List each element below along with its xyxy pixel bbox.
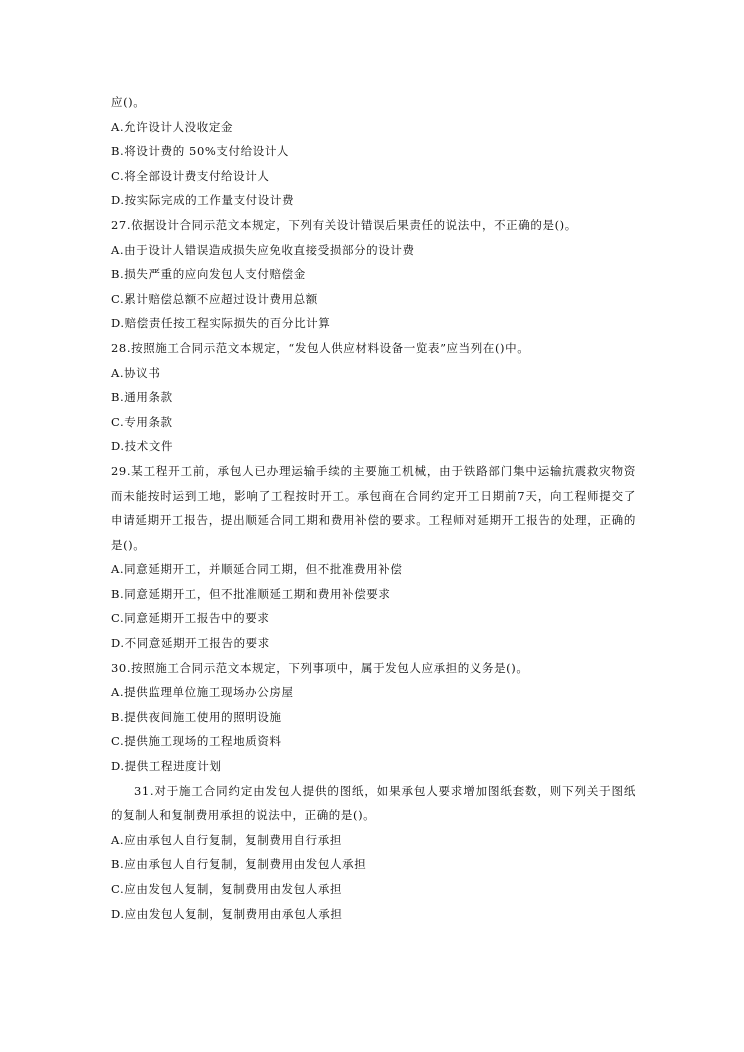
option-a: A.提供监理单位施工现场办公房屋 [111,685,294,700]
option-d: D.提供工程进度计划 [111,759,222,774]
option-d: D.技术文件 [111,439,174,454]
text-line: 应()。 [111,95,146,109]
option-d: D.赔偿责任按工程实际损失的百分比计算 [111,316,331,331]
option-d: D.不同意延期开工报告的要求 [111,636,270,651]
option-d: D.按实际完成的工作量支付设计费 [111,193,295,208]
option-b: B.提供夜间施工使用的照明设施 [111,709,282,724]
option-b: B.通用条款 [111,390,173,405]
question-31: 31.对于施工合同约定由发包人提供的图纸，如果承包人要求增加图纸套数，则下列关于图纸的复制人和复制费用承担的说法中，正确的是()。 [111,783,636,823]
question-29: 29.某工程开工前，承包人已办理运输手续的主要施工机械，由于铁路部门集中运输抗震救灾物资而未能按时运到工地，影响了工程按时开工。承包商在合同约定开工日期前7天，向工程师提交了申请延期开工报告，提出顺延合同工期和费用补偿的要求。工程师对延期开工报告的处理，正确的是()。 [111,463,636,552]
option-a: A.由于设计人错误造成损失应免收直接受损部分的设计费 [111,242,415,257]
option-d: D.应由发包人复制，复制费用由承包人承担 [111,906,343,921]
question-28: 28.按照施工合同示范文本规定，“发包人供应材料设备一览表”应当列在()中。 [111,340,530,355]
option-c: C.同意延期开工报告中的要求 [111,611,270,626]
option-c: C.累计赔偿总额不应超过设计费用总额 [111,291,318,306]
option-a: A.应由承包人自行复制，复制费用自行承担 [111,832,342,847]
option-c: C.应由发包人复制，复制费用由发包人承担 [111,882,343,896]
option-a: A.协议书 [111,365,161,380]
option-c: C.将全部设计费支付给设计人 [111,168,270,183]
option-b: B.将设计费的 50%支付给设计人 [111,144,290,159]
option-c: C.提供施工现场的工程地质资料 [111,734,282,749]
option-b: B.同意延期开工，但不批准顺延工期和费用补偿要求 [111,586,391,601]
option-a: A.允许设计人没收定金 [111,119,234,134]
option-c: C.专用条款 [111,414,173,429]
option-b: B.应由承包人自行复制，复制费用由发包人承担 [111,857,367,872]
option-a: A.同意延期开工，并顺延合同工期，但不批准费用补偿 [111,562,403,577]
option-b: B.损失严重的应向发包人支付赔偿金 [111,267,306,282]
question-27: 27.依据设计合同示范文本规定，下列有关设计错误后果责任的说法中，不正确的是()。 [111,217,577,232]
question-30: 30.按照施工合同示范文本规定，下列事项中，属于发包人应承担的义务是()。 [111,660,529,675]
